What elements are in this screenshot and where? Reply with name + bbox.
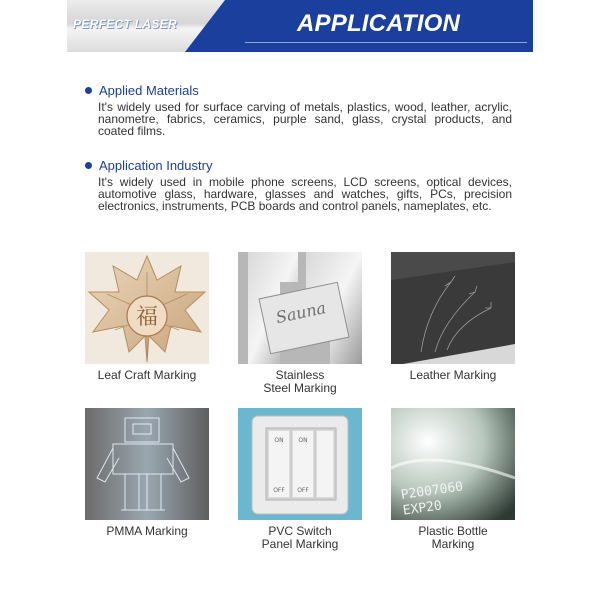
- gallery-card-pmma: [85, 408, 209, 538]
- applied-materials-section: [85, 82, 525, 137]
- page-title: APPLICATION: [297, 10, 461, 37]
- bullet-icon: [85, 162, 92, 169]
- switch-label: ON: [298, 437, 308, 444]
- section-body: It's widely used for surface carving of metals, plastics, wood, leather, acrylic, nanometre, fabrics, ceramics, purple sand, glass, crystal products, and coated films.: [98, 100, 512, 138]
- plastic-bottle-photo: [391, 408, 515, 520]
- section-body: It's widely used in mobile phone screens, LCD screens, optical devices, automotive glass, hardware, glasses and watches, gifts, PCs, precision electronics, instruments, PCB boards and control panels, nameplates, etc.: [98, 175, 512, 213]
- gallery-card-steel: [238, 252, 362, 395]
- gallery-caption: Plastic Bottle Marking: [418, 524, 488, 551]
- gallery-caption: PVC Switch Panel Marking: [261, 524, 339, 551]
- gallery-caption: Leaf Craft Marking: [97, 368, 197, 382]
- bottle-engraving-line: EXP20: [401, 498, 443, 519]
- pvc-switch-photo: [238, 408, 362, 520]
- section-title: Application Industry: [99, 157, 213, 173]
- brand-logo: PERFECT LASER: [73, 17, 177, 31]
- bullet-icon: [85, 87, 92, 94]
- leaf-craft-photo: [85, 252, 209, 364]
- switch-label: ON: [274, 437, 284, 444]
- switch-label: OFF: [273, 487, 285, 494]
- application-industry-section: [85, 157, 525, 212]
- gallery-card-leather: [391, 252, 515, 382]
- pmma-photo: [85, 408, 209, 520]
- gallery-caption: PMMA Marking: [106, 524, 188, 538]
- gallery-caption: Stainless Steel Marking: [263, 368, 337, 395]
- gallery-card-leaf: [85, 252, 209, 382]
- switch-label: OFF: [297, 487, 309, 494]
- leather-photo: [391, 252, 515, 364]
- header-banner: [67, 0, 533, 52]
- gallery-caption: Leather Marking: [409, 368, 497, 382]
- stainless-steel-photo: [238, 252, 362, 364]
- leaf-engraving: 福: [135, 305, 159, 330]
- gallery-card-pvc-switch: [238, 408, 362, 551]
- bottle-engraving-line: P2007060: [399, 479, 465, 503]
- gallery-card-plastic-bottle: [391, 408, 515, 551]
- steel-engraving: Sauna: [274, 298, 328, 328]
- section-title: Applied Materials: [99, 82, 199, 98]
